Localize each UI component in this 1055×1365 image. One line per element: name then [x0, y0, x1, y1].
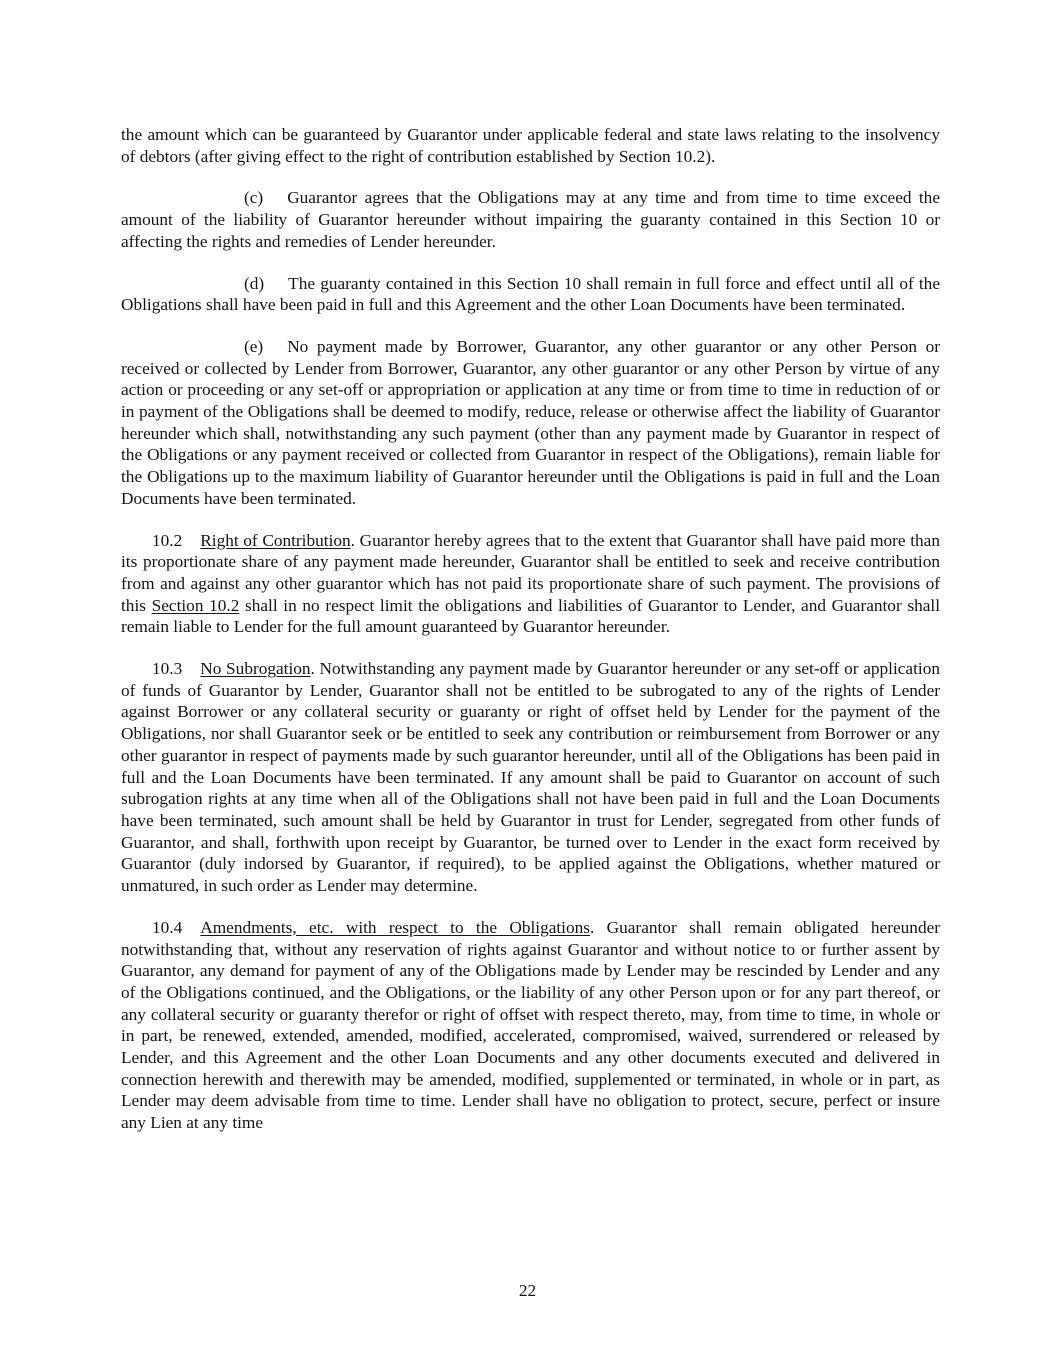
paragraph-text: the amount which can be guaranteed by Guarantor under applicable federal and state laws relating to the insolvency of debtors (after giving effect to the right of contribution established by Section 10.2).: [121, 125, 940, 166]
section-10-4: [121, 917, 940, 1134]
section-10-2-text: . Guarantor hereby agrees that to the extent that Guarantor shall have paid more than its proportionate share of any payment made hereunder, Guarantor shall be entitled to seek and receive contribution from and against any other guarantor which has not paid its proportionate share of such payment. The provisions of this: [121, 530, 940, 615]
section-10-2-cross-reference: Section 10.2: [151, 595, 240, 615]
section-10-2-number: 10.2: [152, 530, 183, 550]
paragraph-continuation: [121, 124, 940, 167]
section-10-4-heading: Amendments, etc. with respect to the Obligations: [200, 917, 590, 937]
paragraph-d-label: (d): [244, 273, 265, 293]
section-10-3-number: 10.3: [152, 659, 183, 679]
paragraph-c-text: Guarantor agrees that the Obligations may at any time and from time to time exceed the amount of the liability of Guarantor hereunder without impairing the guaranty contained in this Section 10 or affecting the rights and remedies of Lender hereunder.: [121, 188, 940, 251]
section-10-4-number: 10.4: [152, 917, 183, 937]
paragraph-c: [121, 187, 940, 252]
page-number: 22: [518, 1281, 537, 1300]
section-10-4-text: . Guarantor shall remain obligated hereunder notwithstanding that, without any reservation of rights against Guarantor and without notice to or further assent by Guarantor, any demand for payment of any of the Obligations made by Lender may be rescinded by Lender and any of the Obligations continued, and the Obligations, or the liability of any other Person upon or for any part thereof, or any collateral security or guaranty therefor or right of offset with respect thereto, may, from time to time, in whole or in part, be renewed, extended, amended, modified, accelerated, compromised, waived, surrendered or released by Lender, and this Agreement and the other Loan Documents and any other documents executed and delivered in connection herewith and therewith may be amended, modified, supplemented or terminated, in whole or in part, as Lender may deem advisable from time to time. Lender shall have no obligation to protect, secure, perfect or insure any Lien at any time: [121, 917, 941, 1133]
paragraph-d: [121, 273, 940, 316]
paragraph-e-label: (e): [244, 336, 264, 356]
paragraph-c-label: (c): [244, 188, 264, 208]
paragraph-e-text: No payment made by Borrower, Guarantor, any other guarantor or any other Person or received or collected by Lender from Borrower, Guarantor, any other guarantor or any other Person by virtue of any action or proceeding or any set-off or appropriation or application at any time or from time to time in reduction of or in payment of the Obligations shall be deemed to modify, reduce, release or otherwise affect the liability of Guarantor hereunder which shall, notwithstanding any such payment (other than any payment made by Guarantor in respect of the Obligations or any payment received or collected from Guarantor in respect of the Obligations), remain liable for the Obligations up to the maximum liability of Guarantor hereunder until the Obligations is paid in full and the Loan Documents have been terminated.: [121, 336, 940, 508]
section-10-2: [121, 530, 940, 639]
section-10-3: [121, 658, 940, 897]
paragraph-e: [121, 336, 940, 510]
document-body: [121, 124, 940, 1154]
paragraph-d-text: The guaranty contained in this Section 10 shall remain in full force and effect until all of the Obligations shall have been paid in full and this Agreement and the other Loan Documents have been terminated.: [121, 273, 940, 315]
section-10-3-text: . Notwithstanding any payment made by Guarantor hereunder or any set-off or application of funds of Guarantor by Lender, Guarantor shall not be entitled to be subrogated to any of the rights of Lender against Borrower or any collateral security or guaranty or right of offset held by Lender for the payment of the Obligations, nor shall Guarantor seek or be entitled to seek any contribution or reimbursement from Borrower or any other guarantor in respect of payments made by such guarantor hereunder, until all of the Obligations has been paid in full and the Loan Documents have been terminated. If any amount shall be paid to Guarantor on account of such subrogation rights at any time when all of the Obligations shall not have been paid in full and the Loan Documents have been terminated, such amount shall be held by Guarantor in trust for Lender, segregated from other funds of Guarantor, and shall, forthwith upon receipt by Guarantor, be turned over to Lender in the exact form received by Guarantor (duly indorsed by Guarantor, if required), to be applied against the Obligations, whether matured or unmatured, in such order as Lender may determine.: [121, 659, 940, 896]
section-10-3-heading: No Subrogation: [200, 659, 311, 679]
section-10-2-text-continued: shall in no respect limit the obligations and liabilities of Guarantor to Lender, and Guarantor shall remain liable to Lender for the full amount guaranteed by Guarantor hereunder.: [121, 595, 940, 637]
section-10-2-heading: Right of Contribution: [200, 530, 351, 550]
